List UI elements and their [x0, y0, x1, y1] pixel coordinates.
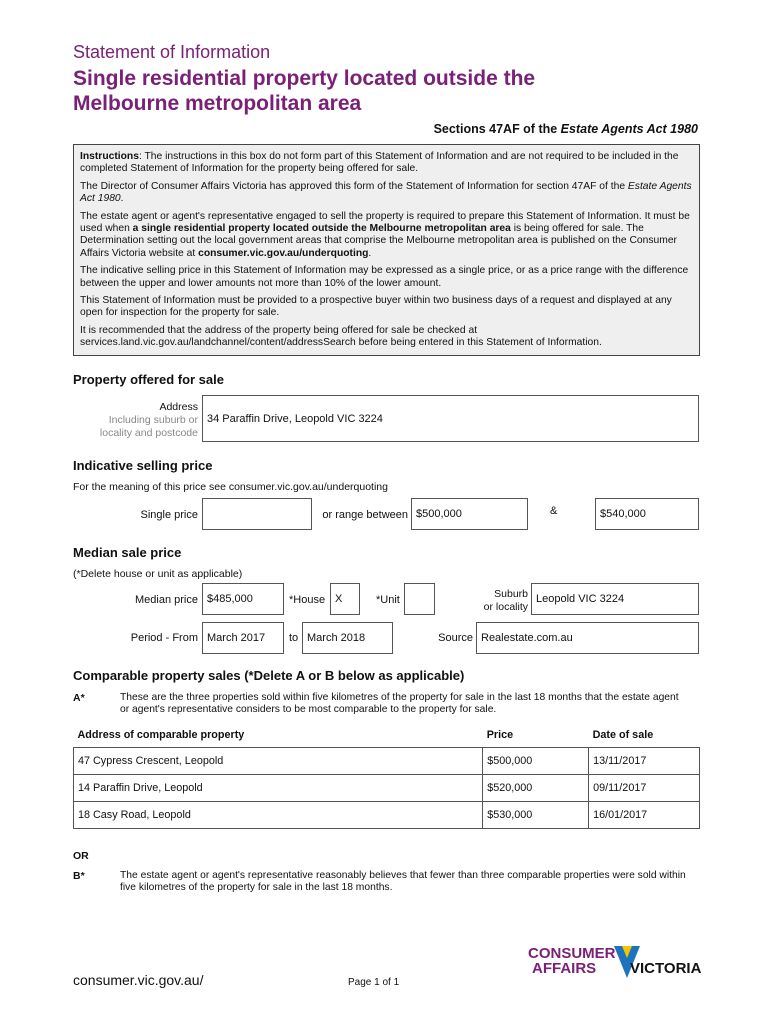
period-to-field[interactable]: March 2018 [302, 622, 393, 654]
address-label: Address [159, 401, 198, 413]
range-high-field[interactable]: $540,000 [595, 498, 699, 530]
legislation-reference [434, 122, 698, 136]
option-b-text: The estate agent or agent's representative reasonably believes that fewer than three comparable properties were sold within five kilometres of the property for sale in the last 18 months. [120, 870, 686, 894]
source-field[interactable]: Realestate.com.au [476, 622, 699, 654]
form-eyebrow: Statement of Information [73, 42, 271, 62]
logo-consumer-text: CONSUMER [528, 945, 616, 962]
table-row [74, 748, 700, 775]
title-line-1: Single residential property located outside the [73, 67, 536, 90]
logo-affairs-text: AFFAIRS [532, 960, 597, 977]
median-note: (*Delete house or unit as applicable) [73, 568, 243, 580]
indicative-note: For the meaning of this price see consumer.vic.gov.au/underquoting [73, 481, 388, 493]
column-header-price: Price [486, 729, 514, 741]
comparable-price-cell[interactable]: $520,000 [483, 775, 589, 802]
underquoting-link[interactable]: consumer.vic.gov.au/underquoting [198, 247, 369, 259]
sections-act: Estate Agents Act 1980 [560, 122, 698, 136]
comparable-date-cell[interactable]: 16/01/2017 [589, 802, 700, 829]
suburb-field[interactable]: Leopold VIC 3224 [531, 583, 699, 615]
median-price-field[interactable]: $485,000 [202, 583, 284, 615]
title-line-2: Melbourne metropolitan area [73, 92, 362, 115]
consumer-affairs-victoria-logo [528, 942, 704, 982]
median-heading: Median sale price [73, 545, 182, 560]
instructions-p5: This Statement of Information must be provided to a prospective buyer within two business days of a request and displayed at any open for inspection for the property for sale. [80, 295, 672, 319]
period-to-label: to [289, 632, 299, 644]
page-number: Page 1 of 1 [348, 977, 400, 988]
table-row [74, 802, 700, 829]
address-field[interactable]: 34 Paraffin Drive, Leopold VIC 3224 [202, 395, 699, 442]
instructions-p2-act: Estate Agents Act 1980 [80, 180, 692, 205]
indicative-heading: Indicative selling price [73, 458, 213, 473]
instructions-p3-bold: a single residential property located outside the Melbourne metropolitan area [132, 223, 511, 235]
comparable-address-cell[interactable]: 18 Casy Road, Leopold [74, 802, 483, 829]
comparable-date-cell[interactable]: 09/11/2017 [589, 775, 700, 802]
page-title [73, 66, 693, 116]
instructions-p4: The indicative selling price in this Statement of Information may be expressed as a single price, or as a price range with the difference between the upper and lower amounts not more than 10% of the lower amount. [80, 265, 689, 289]
period-from-label: Period - From [130, 632, 198, 644]
suburb-label: Suburb [494, 588, 528, 600]
house-label: *House [289, 594, 326, 606]
range-low-field[interactable]: $500,000 [411, 498, 528, 530]
address-label-sub1: Including suburb or [108, 414, 198, 426]
option-a-label: A* [73, 692, 85, 704]
table-header-row [74, 723, 700, 748]
period-from-field[interactable]: March 2017 [202, 622, 284, 654]
instructions-label: Instructions [80, 151, 139, 162]
comparable-address-cell[interactable]: 14 Paraffin Drive, Leopold [74, 775, 483, 802]
comparable-date-cell[interactable]: 13/11/2017 [589, 748, 700, 775]
comparable-price-cell[interactable]: $530,000 [483, 802, 589, 829]
instructions-p3-a: The estate agent or agent's representative engaged to sell the property is required to prepare this Statement of Information. It must be used when [80, 210, 690, 235]
unit-label: *Unit [376, 594, 400, 606]
or-label: OR [73, 850, 89, 862]
single-price-field[interactable] [202, 498, 312, 530]
instructions-p6: It is recommended that the address of the property being offered for sale be checked at services.land.vic.gov.au/landchannel/content/addressSearch before being entered in this Statement of Information. [80, 324, 602, 349]
instructions-p1 [80, 151, 693, 176]
logo-victoria-text: VICTORIA [630, 960, 702, 977]
option-a-text: These are the three properties sold within five kilometres of the property for sale in the last 18 months that the estate agent or agent's representative considers to be most comparable to the property for sale. [120, 692, 679, 716]
column-header-address: Address of comparable property [77, 729, 245, 741]
locality-label: or locality [483, 601, 528, 613]
address-label-sub2: locality and postcode [99, 427, 198, 439]
comparable-address-cell[interactable]: 47 Cypress Crescent, Leopold [74, 748, 483, 775]
instructions-p3 [80, 211, 693, 261]
instructions-p2-text: The Director of Consumer Affairs Victoria has approved this form of the Statement of Information for section 47AF of the [80, 180, 628, 192]
unit-checkbox[interactable] [404, 583, 435, 615]
instructions-box [73, 144, 700, 356]
range-ampersand: & [550, 505, 558, 517]
instructions-p3-end: . [368, 247, 372, 259]
instructions-p3-b: is being offered for sale. The Determination setting out the local government areas that comprise the Melbourne metropolitan area is published on the Consumer Affairs Victoria website at [80, 223, 677, 259]
footer-website[interactable]: consumer.vic.gov.au/ [73, 972, 204, 988]
table-row [74, 775, 700, 802]
comparable-sales-table [73, 723, 700, 829]
single-price-label: Single price [140, 509, 198, 521]
house-checkbox[interactable]: X [330, 583, 360, 615]
comparable-price-cell[interactable]: $500,000 [483, 748, 589, 775]
median-price-label: Median price [135, 594, 198, 606]
column-header-date: Date of sale [592, 729, 654, 741]
instructions-p2 [80, 181, 693, 206]
property-heading: Property offered for sale [73, 372, 224, 387]
range-label: or range between [322, 509, 408, 521]
comparable-heading: Comparable property sales (*Delete A or B below as applicable) [73, 668, 465, 683]
option-b-label: B* [73, 870, 85, 882]
source-label: Source [438, 632, 473, 644]
instructions-p2-end: . [120, 193, 124, 205]
sections-prefix: Sections 47AF of the [433, 122, 561, 136]
instructions-p1-text: : The instructions in this box do not form part of this Statement of Information and are not required to be included in the completed Statement of Information for the property being offered for sale. [80, 151, 679, 175]
